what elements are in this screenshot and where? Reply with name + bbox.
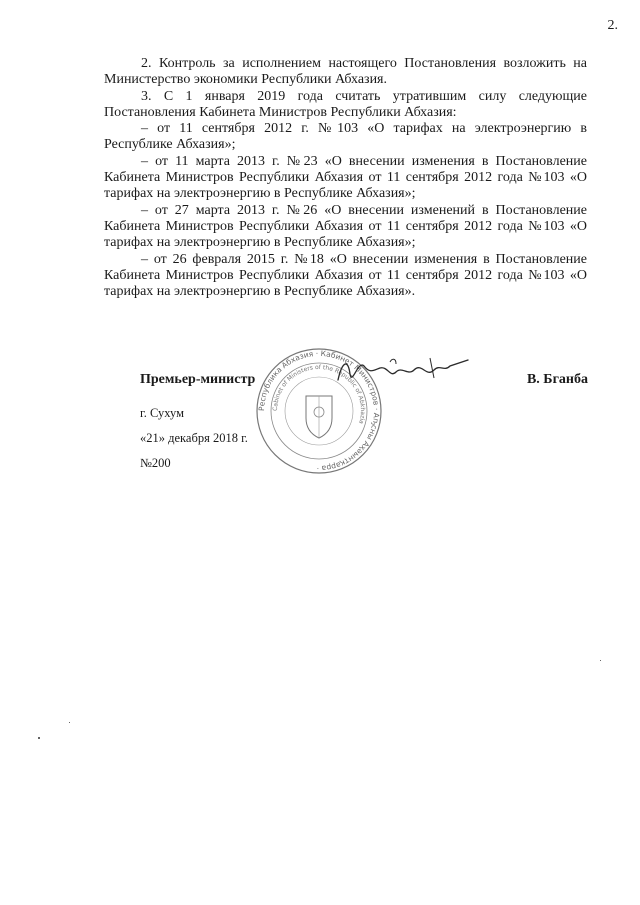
coat-of-arms-icon — [306, 396, 332, 438]
paragraph-control: 2. Контроль за исполнением настоящего Постановления возложить на Министерство экономики Республики Абхазия. — [104, 56, 587, 88]
document-date: «21» декабря 2018 г. — [140, 431, 248, 445]
paragraph-repeal: 3. С 1 января 2019 года считать утратившим силу следующие Постановления Кабинета Министров Республики Абхазия: — [104, 88, 587, 120]
handwritten-signature — [330, 352, 480, 392]
scan-speck — [69, 722, 70, 723]
document-body — [104, 56, 587, 300]
seal-outer-text: Республика Абхазия · Кабинет Министров · Аҧсны Аҳәынҭқарра · — [256, 348, 382, 474]
signatory-title: Премьер-министр — [140, 372, 256, 387]
scan-speck — [600, 660, 601, 661]
signatory-name: В. Бганба — [526, 372, 588, 387]
place-of-signing: г. Сухум — [140, 406, 185, 420]
repeal-item-3: – от 27 марта 2013 г. №26 «О внесении изменений в Постановление Кабинета Министров Республики Абхазия от 11 сентября 2012 года №103 «О тарифах на электроэнергию в Республике Абхазия»; — [104, 202, 587, 251]
repeal-item-1: – от 11 сентября 2012 г. №103 «О тарифах на электроэнергию в Республике Абхазия»; — [104, 121, 587, 153]
repeal-item-2: – от 11 марта 2013 г. №23 «О внесении изменения в Постановление Кабинета Министров Республики Абхазия от 11 сентября 2012 года №103 «О тарифах на электроэнергию в Республике Абхазия»; — [104, 153, 587, 202]
scan-speck — [38, 737, 40, 739]
seal-inner-text: Cabinet of Ministers of the Republic of Abkhazia — [271, 363, 367, 425]
repeal-item-4: – от 26 февраля 2015 г. №18 «О внесении изменения в Постановление Кабинета Министров Республики Абхазия от 11 сентября 2012 года №103 «О тарифах на электроэнергию в Республике Абхазия». — [104, 251, 587, 300]
document-number: №200 — [140, 456, 171, 470]
page-number: 2. — [607, 18, 618, 33]
